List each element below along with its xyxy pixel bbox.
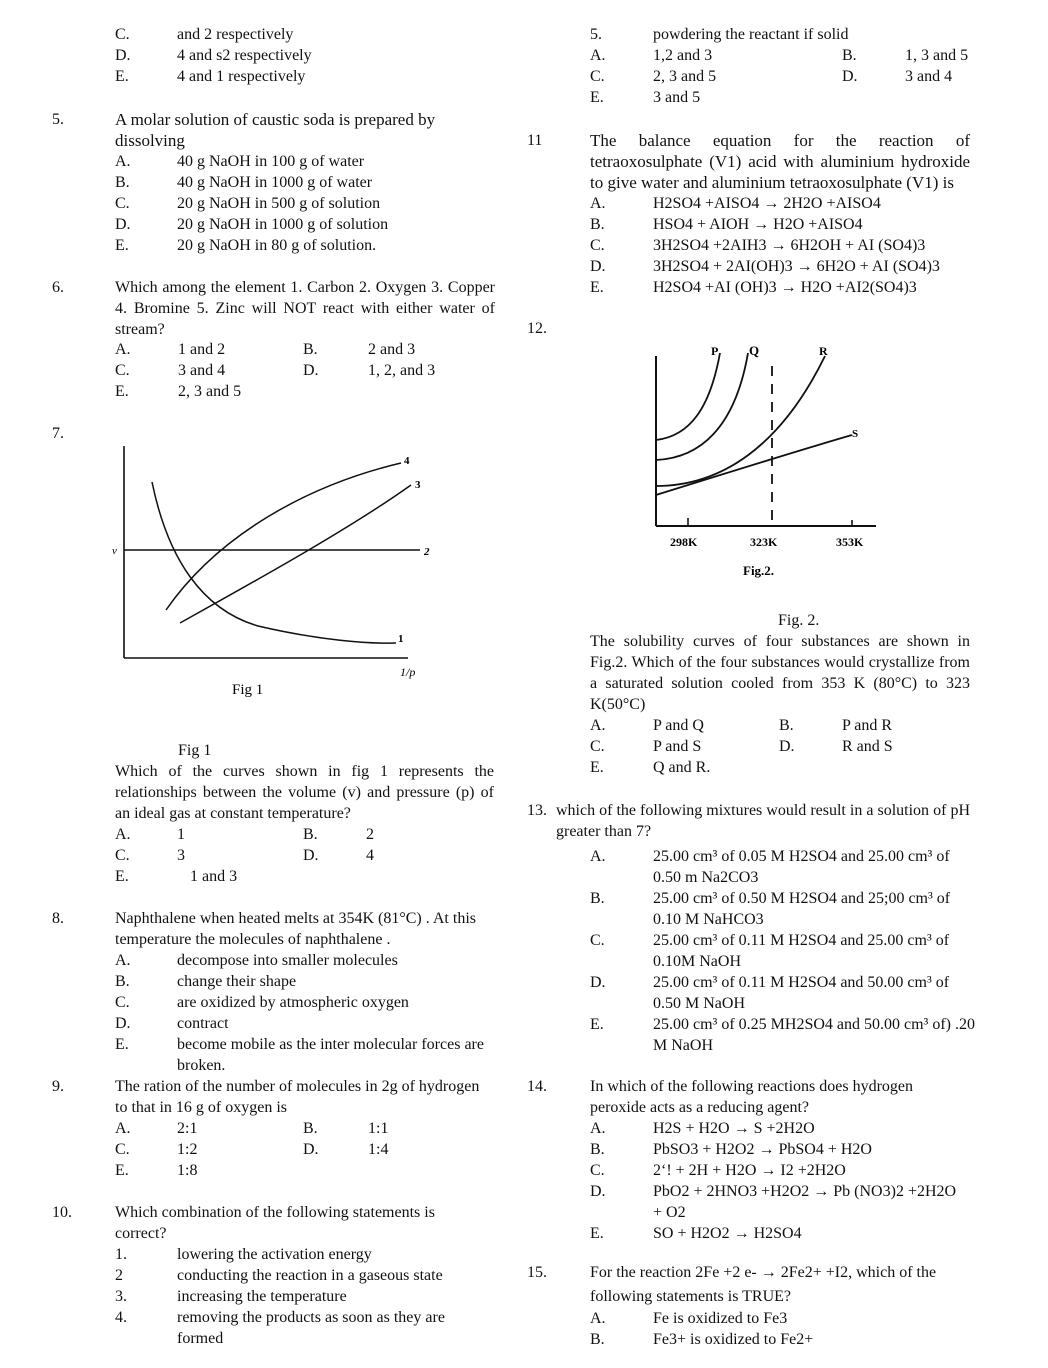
option-text: Q and R. bbox=[653, 759, 711, 776]
option-text: 1:4 bbox=[368, 1141, 389, 1158]
option-text: H2SO4 +AI (OH)3 → H2O +AI2(SO4)3 bbox=[653, 279, 917, 296]
x-tick-298: 298K bbox=[670, 535, 698, 549]
option-text: 1:1 bbox=[368, 1120, 389, 1137]
statement-text: lowering the activation energy bbox=[177, 1246, 372, 1263]
statement-key: 3. bbox=[115, 1288, 127, 1305]
figure-inner-caption: Fig.2. bbox=[743, 563, 775, 578]
option-text-line2: 0.10 M NaHCO3 bbox=[653, 911, 764, 928]
question-stem: which of the following mixtures would result in a solution of pH greater than 7? bbox=[556, 802, 970, 840]
option-text-line2: 0.10M NaOH bbox=[653, 953, 741, 970]
figure-inner-caption: Fig 1 bbox=[232, 682, 264, 698]
option-key: C. bbox=[590, 738, 605, 755]
option-text: 4 bbox=[366, 847, 374, 864]
statement-key: 1. bbox=[115, 1246, 127, 1263]
option-key: E. bbox=[115, 237, 129, 254]
option-key: E. bbox=[590, 1225, 604, 1242]
option-key: C. bbox=[590, 68, 605, 85]
question-stem: Naphthalene when heated melts at 354K (81°C) . At this temperature the molecules of naphthalene . bbox=[115, 910, 476, 948]
option-text: 1,2 and 3 bbox=[653, 47, 713, 64]
question-number: 6. bbox=[52, 279, 64, 296]
option-key: A. bbox=[115, 153, 131, 170]
option-text: 1:8 bbox=[177, 1162, 198, 1179]
option-key: C. bbox=[115, 195, 130, 212]
option-key: D. bbox=[590, 974, 606, 991]
option-text: 20 g NaOH in 1000 g of solution bbox=[177, 216, 389, 233]
option-key: B. bbox=[590, 1141, 605, 1158]
option-text: 40 g NaOH in 1000 g of water bbox=[177, 174, 373, 191]
axis-label-y: v bbox=[112, 545, 117, 557]
statement-key: 2 bbox=[115, 1267, 123, 1284]
option-text-line2: 0.50 M NaOH bbox=[653, 995, 745, 1012]
curve-label-p: P bbox=[711, 344, 719, 358]
option-text: 40 g NaOH in 100 g of water bbox=[177, 153, 365, 170]
option-text: 3 and 5 bbox=[653, 89, 701, 106]
option-key: C. bbox=[115, 1141, 130, 1158]
option-text: 1 and 2 bbox=[178, 341, 226, 358]
question-stem: In which of the following reactions does hydrogen peroxide acts as a reducing agent? bbox=[590, 1078, 914, 1116]
option-key: B. bbox=[590, 1331, 605, 1348]
question-number: 14. bbox=[527, 1078, 547, 1095]
option-key: E. bbox=[590, 279, 604, 296]
option-key: A. bbox=[115, 952, 131, 969]
option-text: 2, 3 and 5 bbox=[178, 383, 242, 400]
question-stem: Which combination of the following statements is correct? bbox=[115, 1204, 435, 1242]
question-stem-line1: For the reaction 2Fe +2 e- → 2Fe2+ +I2, which of the bbox=[590, 1264, 937, 1281]
option-key: E. bbox=[115, 68, 129, 85]
option-text: R and S bbox=[842, 738, 893, 755]
curve-label-r: R bbox=[819, 344, 828, 358]
option-key: C. bbox=[590, 932, 605, 949]
option-text: 1, 3 and 5 bbox=[905, 47, 969, 64]
option-key: C. bbox=[115, 26, 130, 43]
option-key: D. bbox=[115, 1015, 131, 1032]
option-key: D. bbox=[590, 1183, 606, 1200]
option-text: 4 and 1 respectively bbox=[177, 68, 306, 85]
question-stem: The solubility curves of four substances are shown in Fig.2. Which of the four substances would crystallize from a saturated solution cooled from 353 K (80°C) to 323 K(50°C) bbox=[590, 633, 970, 713]
option-key: D. bbox=[303, 1141, 319, 1158]
question-number: 12. bbox=[527, 320, 547, 337]
statement-text: conducting the reaction in a gaseous state bbox=[177, 1267, 443, 1284]
option-key: C. bbox=[115, 362, 130, 379]
option-key: A. bbox=[590, 848, 606, 865]
option-text: Fe is oxidized to Fe3 bbox=[653, 1310, 788, 1327]
question-number: 11 bbox=[527, 132, 543, 149]
question-number: 15. bbox=[527, 1264, 547, 1281]
question-stem-line2: following statements is TRUE? bbox=[590, 1288, 792, 1305]
option-key: B. bbox=[303, 341, 318, 358]
statement-text: removing the products as soon as they are formed bbox=[177, 1309, 445, 1347]
question-number: 8. bbox=[52, 910, 64, 927]
option-key: A. bbox=[115, 1120, 131, 1137]
statement-text: powdering the reactant if solid bbox=[653, 26, 849, 43]
option-text: H2SO4 +AISO4 → 2H2O +AISO4 bbox=[653, 195, 881, 212]
option-key: E. bbox=[115, 868, 129, 885]
option-text: PbO2 + 2HNO3 +H2O2 → Pb (NO3)2 +2H2O bbox=[653, 1183, 957, 1200]
option-text: are oxidized by atmospheric oxygen bbox=[177, 994, 409, 1011]
option-key: B. bbox=[303, 826, 318, 843]
option-key: B. bbox=[303, 1120, 318, 1137]
option-text-line1: 25.00 cm³ of 0.50 M H2SO4 and 25;00 cm³ of bbox=[653, 890, 951, 907]
option-text-line1: 25.00 cm³ of 0.11 M H2SO4 and 50.00 cm³ of bbox=[653, 974, 950, 991]
option-text: 2:1 bbox=[177, 1120, 198, 1137]
option-text: 3H2SO4 + 2AI(OH)3 → 6H2O + AI (SO4)3 bbox=[653, 258, 940, 275]
option-text-line1: 25.00 cm³ of 0.25 MH2SO4 and 50.00 cm³ of) .20 bbox=[653, 1016, 976, 1033]
option-key: A. bbox=[590, 47, 606, 64]
question-stem: The balance equation for the reaction of tetraoxosulphate (V1) acid with aluminium hydroxide to give water and aluminium tetraoxosulphate (V1) is bbox=[590, 131, 970, 192]
option-text: 3 and 4 bbox=[905, 68, 953, 85]
option-text: H2S + H2O → S +2H2O bbox=[653, 1120, 815, 1137]
question-number: 9. bbox=[52, 1078, 64, 1095]
option-key: B. bbox=[590, 216, 605, 233]
option-key: B. bbox=[115, 973, 130, 990]
option-text: 3H2SO4 +2AIH3 → 6H2OH + AI (SO4)3 bbox=[653, 237, 926, 254]
option-key: E. bbox=[115, 1036, 129, 1053]
option-key: D. bbox=[590, 258, 606, 275]
statement-key: 5. bbox=[590, 26, 602, 43]
option-key: C. bbox=[590, 237, 605, 254]
option-key: E. bbox=[115, 1162, 129, 1179]
x-tick-323: 323K bbox=[750, 535, 778, 549]
option-text: 2‘! + 2H + H2O → I2 +2H2O bbox=[653, 1162, 846, 1179]
option-text: 3 and 4 bbox=[178, 362, 226, 379]
question-stem: Which among the element 1. Carbon 2. Oxygen 3. Copper 4. Bromine 5. Zinc will NOT react with either water of stream? bbox=[115, 279, 495, 338]
question-stem: The ration of the number of molecules in 2g of hydrogen to that in 16 g of oxygen is bbox=[115, 1078, 480, 1116]
option-text: SO + H2O2 → H2SO4 bbox=[653, 1225, 802, 1242]
option-text-line2: M NaOH bbox=[653, 1037, 713, 1054]
statement-text: increasing the temperature bbox=[177, 1288, 347, 1305]
option-text: HSO4 + AIOH → H2O +AISO4 bbox=[653, 216, 863, 233]
option-text: 1, 2, and 3 bbox=[368, 362, 436, 379]
option-key: A. bbox=[115, 826, 131, 843]
question-number: 7. bbox=[52, 425, 64, 442]
axis-label-x: 1/p bbox=[400, 665, 416, 679]
option-key: E. bbox=[590, 1016, 604, 1033]
option-key: E. bbox=[590, 759, 604, 776]
question-number: 10. bbox=[52, 1204, 72, 1221]
option-text: 2 bbox=[366, 826, 374, 843]
option-key: D. bbox=[115, 216, 131, 233]
option-text: 20 g NaOH in 500 g of solution bbox=[177, 195, 381, 212]
option-text: 2, 3 and 5 bbox=[653, 68, 717, 85]
option-key: A. bbox=[590, 195, 606, 212]
option-key: B. bbox=[590, 890, 605, 907]
option-text: contract bbox=[177, 1015, 229, 1032]
option-text: change their shape bbox=[177, 973, 297, 990]
option-key: D. bbox=[842, 68, 858, 85]
option-text-line1: 25.00 cm³ of 0.05 M H2SO4 and 25.00 cm³ of bbox=[653, 848, 950, 865]
option-key: D. bbox=[303, 362, 319, 379]
option-text: PbSO3 + H2O2 → PbSO4 + H2O bbox=[653, 1141, 872, 1158]
figure-2-graph bbox=[640, 338, 890, 588]
option-key: B. bbox=[842, 47, 857, 64]
option-text: P and R bbox=[842, 717, 893, 734]
option-key: E. bbox=[590, 89, 604, 106]
option-key: C. bbox=[115, 994, 130, 1011]
option-key: A. bbox=[590, 1120, 606, 1137]
figure-caption: Fig 1 bbox=[178, 742, 212, 759]
option-key: E. bbox=[115, 383, 129, 400]
option-key: D. bbox=[303, 847, 319, 864]
figure-caption: Fig. 2. bbox=[778, 612, 820, 629]
option-key: B. bbox=[779, 717, 794, 734]
curve-label-1: 1 bbox=[398, 633, 404, 645]
question-stem: Which of the curves shown in fig 1 represents the relationships between the volume (v) and pressure (p) of an ideal gas at constant temperature? bbox=[115, 763, 494, 822]
option-text: P and S bbox=[653, 738, 702, 755]
option-key: A. bbox=[590, 717, 606, 734]
option-text: 2 and 3 bbox=[368, 341, 416, 358]
option-text-continued: + O2 bbox=[653, 1204, 686, 1221]
option-text: and 2 respectively bbox=[177, 26, 294, 43]
option-key: D. bbox=[115, 47, 131, 64]
option-text: 4 and s2 respectively bbox=[177, 47, 312, 64]
question-stem: A molar solution of caustic soda is prepared by dissolving bbox=[115, 110, 436, 150]
curve-label-s: S bbox=[852, 428, 859, 440]
option-key: C. bbox=[115, 847, 130, 864]
figure-1-graph bbox=[108, 440, 448, 710]
option-text-line1: 25.00 cm³ of 0.11 M H2SO4 and 25.00 cm³ of bbox=[653, 932, 950, 949]
curve-label-q: Q bbox=[749, 343, 760, 358]
option-text: Fe3+ is oxidized to Fe2+ bbox=[653, 1331, 814, 1348]
option-text: 1:2 bbox=[177, 1141, 198, 1158]
option-text: 1 bbox=[177, 826, 185, 843]
option-key: B. bbox=[115, 174, 130, 191]
option-text: decompose into smaller molecules bbox=[177, 952, 398, 969]
curve-label-4: 4 bbox=[404, 455, 410, 467]
option-key: C. bbox=[590, 1162, 605, 1179]
option-key: D. bbox=[779, 738, 795, 755]
question-number: 13. bbox=[527, 802, 547, 819]
option-text: 1 and 3 bbox=[190, 868, 238, 885]
curve-label-2: 2 bbox=[424, 546, 430, 558]
option-text: 3 bbox=[177, 847, 185, 864]
option-text: P and Q bbox=[653, 717, 704, 734]
option-text: 20 g NaOH in 80 g of solution. bbox=[177, 237, 377, 254]
curve-label-3: 3 bbox=[415, 479, 421, 491]
option-text-line2: 0.50 m Na2CO3 bbox=[653, 869, 759, 886]
option-key: A. bbox=[115, 341, 131, 358]
option-text: become mobile as the inter molecular forces are broken. bbox=[177, 1036, 484, 1074]
x-tick-353: 353K bbox=[836, 535, 864, 549]
question-number: 5. bbox=[52, 111, 64, 128]
option-key: A. bbox=[590, 1310, 606, 1327]
statement-key: 4. bbox=[115, 1309, 127, 1326]
